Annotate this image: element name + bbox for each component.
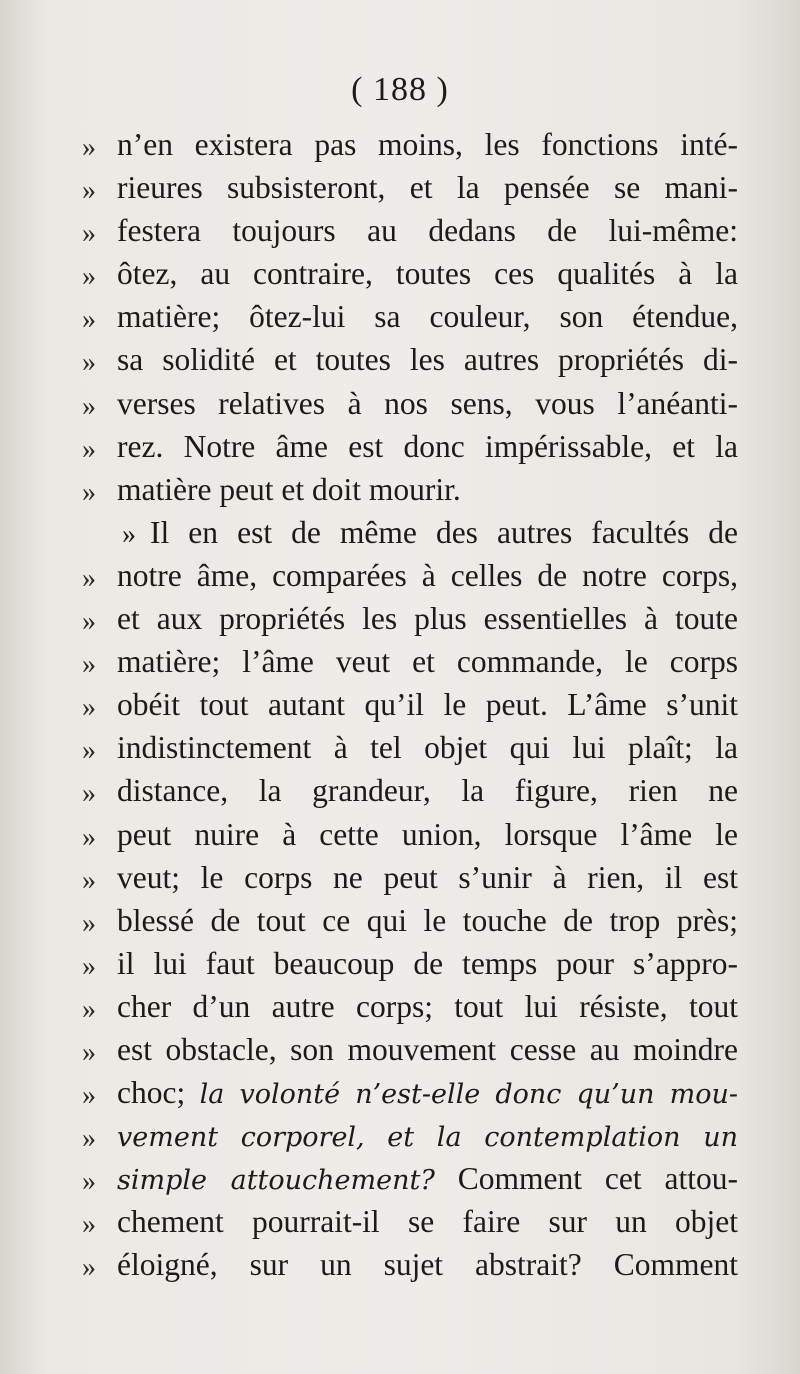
text-line xyxy=(0,856,800,899)
quote-mark: » xyxy=(122,518,136,550)
text-line xyxy=(0,813,800,856)
quote-mark: » xyxy=(82,606,96,638)
text-segment: distance, la grandeur, la figure, rien ne xyxy=(117,773,738,809)
text-line xyxy=(0,209,800,252)
quote-mark: » xyxy=(82,218,96,250)
text-segment: veut; le corps ne peut s’unir à rien, il est xyxy=(117,859,738,895)
quote-mark: » xyxy=(82,1252,96,1284)
text-segment: peut nuire à cette union, lorsque l’âme le xyxy=(117,816,738,852)
line-text xyxy=(117,899,738,942)
text-line xyxy=(0,985,800,1028)
text-segment: ôtez, au contraire, toutes ces qualités à la xyxy=(117,256,738,292)
text-line xyxy=(0,942,800,985)
quote-mark: » xyxy=(82,864,96,896)
line-text xyxy=(117,1071,738,1116)
text-segment: et aux propriétés les plus essentielles à toute xyxy=(117,601,738,637)
quote-mark: » xyxy=(82,821,96,853)
text-segment: rieures subsisteront, et la pensée se mani- xyxy=(117,170,738,206)
page-number: ( 188 ) xyxy=(351,71,449,108)
line-text xyxy=(117,597,738,640)
line-text xyxy=(117,123,738,166)
italic-text: simple attouchement? xyxy=(117,1165,435,1197)
quote-mark: » xyxy=(82,261,96,293)
text-segment: Il en est de même des autres facultés de xyxy=(150,514,738,550)
text-line xyxy=(0,769,800,812)
quote-mark: » xyxy=(82,692,96,724)
text-segment: notre âme, comparées à celles de notre corps, xyxy=(117,557,738,593)
quote-mark: » xyxy=(82,476,96,508)
text-line xyxy=(0,252,800,295)
text-line xyxy=(0,1028,800,1071)
text-line xyxy=(0,1157,800,1200)
quote-mark: » xyxy=(82,1209,96,1241)
quote-mark: » xyxy=(82,649,96,681)
text-line xyxy=(0,425,800,468)
quote-mark: » xyxy=(82,132,96,163)
text-segment: matière; ôtez-lui sa couleur, son étendue, xyxy=(117,299,738,335)
line-text xyxy=(117,1200,738,1243)
text-line xyxy=(0,683,800,726)
line-text xyxy=(117,1114,738,1159)
text-line xyxy=(0,1243,800,1286)
text-segment: éloigné, sur un sujet abstrait? Comment xyxy=(117,1247,738,1283)
text-line xyxy=(0,554,800,597)
quote-mark: » xyxy=(82,950,96,982)
quote-mark: » xyxy=(82,1166,96,1198)
text-segment: rez. Notre âme est donc impérissable, et la xyxy=(117,428,738,464)
line-text xyxy=(117,166,738,209)
text-segment: matière; l’âme veut et commande, le corps xyxy=(117,644,738,680)
text-segment: cher d’un autre corps; tout lui résiste, tout xyxy=(117,988,738,1024)
text-segment: obéit tout autant qu’il le peut. L’âme s’unit xyxy=(117,687,738,723)
quote-mark: » xyxy=(82,1123,96,1155)
text-segment: chement pourrait-il se faire sur un objet xyxy=(117,1204,738,1240)
quote-mark: » xyxy=(82,175,96,207)
text-line xyxy=(0,1114,800,1157)
quote-mark: » xyxy=(82,1036,96,1068)
text-segment: sa solidité et toutes les autres propriétés di- xyxy=(117,342,738,378)
quote-mark: » xyxy=(82,907,96,939)
quote-mark: » xyxy=(82,735,96,767)
text-line xyxy=(0,1200,800,1243)
text-line xyxy=(0,468,800,511)
text-line xyxy=(0,726,800,769)
text-segment: verses relatives à nos sens, vous l’anéanti- xyxy=(117,385,738,421)
quote-mark: » xyxy=(82,390,96,422)
quote-mark: » xyxy=(82,347,96,379)
text-segment: festera toujours au dedans de lui-même: xyxy=(117,213,738,249)
line-text xyxy=(117,985,738,1028)
line-text xyxy=(117,1243,738,1286)
text-line xyxy=(0,899,800,942)
line-text xyxy=(117,209,738,252)
quote-mark: » xyxy=(82,562,96,594)
quote-mark: » xyxy=(82,778,96,810)
text-segment: choc; xyxy=(117,1075,200,1111)
line-text xyxy=(117,468,738,511)
quote-mark: » xyxy=(82,433,96,465)
text-segment: est obstacle, son mouvement cesse au moindre xyxy=(117,1031,738,1067)
line-text xyxy=(117,683,738,726)
line-text xyxy=(117,425,738,468)
line-text xyxy=(117,252,738,295)
text-line xyxy=(0,338,800,381)
text-segment: indistinctement à tel objet qui lui plaît; la xyxy=(117,730,738,766)
text-line xyxy=(0,123,800,166)
text-line xyxy=(0,295,800,338)
line-text xyxy=(117,382,738,425)
text-body xyxy=(0,123,800,1287)
quote-mark: » xyxy=(82,304,96,336)
text-segment: il lui faut beaucoup de temps pour s’appro- xyxy=(117,945,738,981)
line-text xyxy=(117,338,738,381)
line-text xyxy=(117,640,738,683)
line-text xyxy=(117,726,738,769)
text-line xyxy=(0,382,800,425)
line-text xyxy=(117,1028,738,1071)
text-line xyxy=(0,511,800,554)
italic-text: la volonté n’est-elle donc qu’un mou- xyxy=(199,1079,738,1111)
text-segment: matière peut et doit mourir. xyxy=(117,471,461,507)
line-text xyxy=(122,511,738,556)
text-segment: blessé de tout ce qui le touche de trop près; xyxy=(117,902,738,938)
text-line xyxy=(0,1071,800,1114)
line-text xyxy=(117,1157,738,1202)
text-segment: n’en existera pas moins, les fonctions inté- xyxy=(117,127,738,162)
text-line xyxy=(0,166,800,209)
text-line xyxy=(0,640,800,683)
quote-mark: » xyxy=(82,1080,96,1112)
line-text xyxy=(117,769,738,812)
line-text xyxy=(117,942,738,985)
italic-text: vement corporel, et la contemplation un xyxy=(117,1122,738,1154)
text-segment: Comment cet attou- xyxy=(434,1161,738,1197)
text-line xyxy=(0,597,800,640)
line-text xyxy=(117,295,738,338)
line-text xyxy=(117,813,738,856)
line-text xyxy=(117,554,738,597)
quote-mark: » xyxy=(82,993,96,1025)
line-text xyxy=(117,856,738,899)
